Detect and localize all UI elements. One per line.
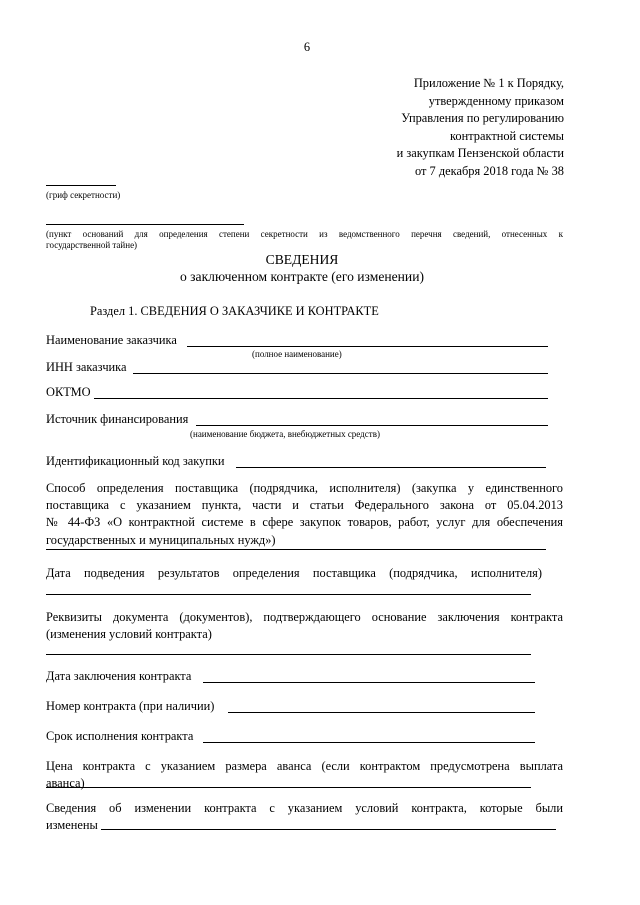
secrecy-basis-line [46, 224, 244, 225]
appendix-line: контрактной системы [449, 128, 564, 143]
document-field[interactable] [46, 654, 531, 655]
contract-number-label: Номер контракта (при наличии) [46, 699, 215, 713]
customer-name-label: Наименование заказчика [46, 333, 177, 347]
results-date-label: Дата подведения результатов определения поставщика (подрядчика, исполнителя) [46, 566, 542, 580]
oktmo-field[interactable] [94, 398, 548, 399]
secrecy-stamp-line [46, 185, 116, 186]
appendix-line: Управления по регулированию [401, 111, 564, 125]
secrecy-stamp-caption: (гриф секретности) [46, 190, 121, 200]
contract-date-field[interactable] [203, 682, 535, 683]
funding-label: Источник финансирования [46, 412, 189, 426]
page-number: 6 [303, 40, 311, 54]
funding-hint: (наименование бюджета, внебюджетных средств) [190, 429, 380, 439]
results-date-field[interactable] [46, 594, 531, 595]
purchase-code-field[interactable] [236, 467, 546, 468]
price-line: Цена контракта с указанием размера аванса (если контрактом предусмотрена выплата [46, 759, 563, 773]
price-line: аванса) [46, 776, 85, 790]
appendix-line: и закупкам Пензенской области [396, 146, 564, 160]
customer-name-field[interactable] [187, 346, 548, 347]
customer-name-hint: (полное наименование) [252, 349, 342, 359]
document-line: Реквизиты документа (документов), подтверждающего основание заключения контракта [46, 610, 563, 624]
method-line: поставщика с указанием пункта, части и статьи Федерального закона от 05.04.2013 [46, 498, 563, 513]
term-field[interactable] [203, 742, 535, 743]
contract-date-label: Дата заключения контракта [46, 669, 192, 683]
inn-label: ИНН заказчика [46, 360, 127, 374]
method-line: № 44-ФЗ «О контрактной системе в сфере закупок товаров, работ, услуг для обеспечения [46, 515, 563, 530]
document-line: (изменения условий контракта) [46, 627, 212, 641]
price-field[interactable] [46, 787, 531, 788]
document-paragraph [46, 609, 563, 643]
appendix-block [397, 75, 564, 180]
inn-field[interactable] [133, 373, 548, 374]
term-label: Срок исполнения контракта [46, 729, 194, 743]
method-paragraph [46, 480, 563, 549]
funding-field[interactable] [196, 425, 548, 426]
appendix-line: от 7 декабря 2018 года № 38 [415, 163, 564, 178]
changes-line: Сведения об изменении контракта с указанием условий контракта, которые были [46, 801, 563, 815]
method-line: Способ определения поставщика (подрядчика, исполнителя) (закупка у единственного [46, 481, 563, 495]
secrecy-basis-caption: государственной тайне) [46, 240, 138, 250]
contract-number-field[interactable] [228, 712, 535, 713]
changes-field[interactable] [101, 829, 556, 830]
oktmo-label: ОКТМО [46, 385, 91, 399]
appendix-line: утвержденному приказом [428, 93, 564, 108]
changes-line: изменены [46, 818, 98, 832]
secrecy-basis-caption: (пункт оснований для определения степени секретности из ведомственного перечня сведений, отнесенных к [46, 229, 563, 239]
appendix-line: Приложение № 1 к Порядку, [413, 76, 564, 90]
method-field[interactable] [46, 549, 546, 550]
method-line: государственных и муниципальных нужд») [46, 532, 276, 547]
section-heading: Раздел 1. СВЕДЕНИЯ О ЗАКАЗЧИКЕ И КОНТРАКТЕ [90, 304, 379, 318]
document-subtitle: о заключенном контракте (его изменении) [179, 269, 425, 284]
document-title: СВЕДЕНИЯ [265, 252, 339, 267]
purchase-code-label: Идентификационный код закупки [46, 454, 225, 468]
